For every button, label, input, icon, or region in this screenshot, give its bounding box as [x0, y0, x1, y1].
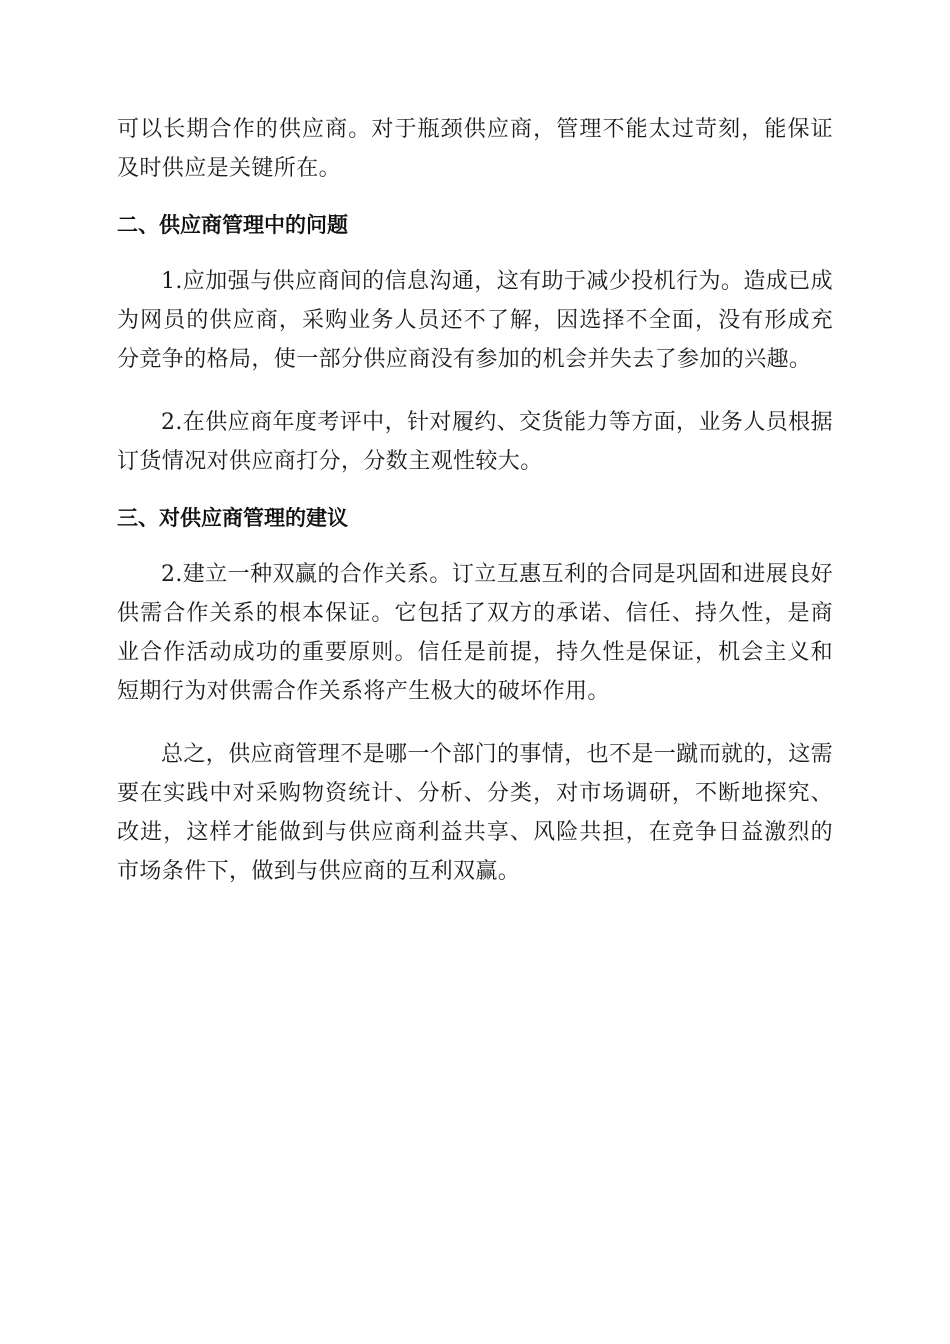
intro-paragraph: 可以长期合作的供应商。对于瓶颈供应商，管理不能太过苛刻，能保证及时供应是关键所在。 — [117, 117, 833, 181]
paragraph-problem-1: 1.应加强与供应商间的信息沟通，这有助于减少投机行为。造成已成为网员的供应商，采购业务人员还不了解，因选择不全面，没有形成充分竞争的格局，使一部分供应商没有参加的机会并失去了参加的兴趣。 — [117, 269, 833, 372]
section-heading-suggestions: 三、对供应商管理的建议 — [117, 506, 348, 530]
spacer — [117, 533, 833, 555]
section-heading-problems: 二、供应商管理中的问题 — [117, 213, 348, 237]
spacer — [117, 188, 833, 210]
spacer — [117, 481, 833, 503]
paragraph-suggestion-2: 2.建立一种双赢的合作关系。订立互惠互利的合同是巩固和进展良好供需合作关系的根本保证。它包括了双方的承诺、信任、持久性，是商业合作活动成功的重要原则。信任是前提，持久性是保证，机会主义和短期行为对供需合作关系将产生极大的破坏作用。 — [117, 562, 833, 704]
spacer — [117, 379, 833, 403]
spacer — [117, 240, 833, 262]
paragraph-problem-2: 2.在供应商年度考评中，针对履约、交货能力等方面，业务人员根据订货情况对供应商打分，分数主观性较大。 — [117, 410, 833, 474]
spacer — [117, 711, 833, 735]
document-body — [117, 110, 833, 891]
paragraph-conclusion: 总之，供应商管理不是哪一个部门的事情，也不是一蹴而就的，这需要在实践中对采购物资统计、分析、分类，对市场调研，不断地探究、改进，这样才能做到与供应商利益共享、风险共担，在竞争日益激烈的市场条件下，做到与供应商的互利双赢。 — [117, 742, 834, 884]
